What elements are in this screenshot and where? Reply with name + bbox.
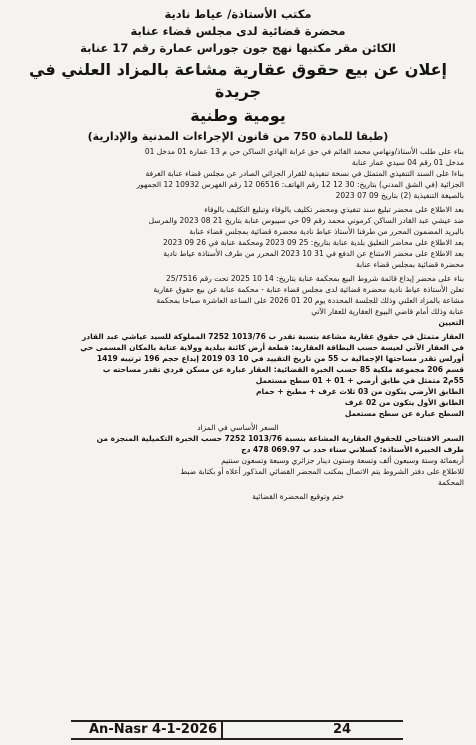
body-line: أربعمائة وستة وسبعون ألف وتسعة وستون دينار جزائري وسبعة وتسعون سنتيم <box>221 456 464 465</box>
office-address: الكائن مقر مكتبها نهج جون جوراس عمارة رقم 17 عنابة <box>80 41 396 55</box>
body-line: عنابة وذلك أمام قاضي البيوع العقارية للعقار الآتي <box>311 307 464 316</box>
body-line: بناء على محضر إيداع قائمة شروط البيع بمحكمة عنابة بتاريخ: 14 10 2025 تحت رقم 25/7516 <box>166 274 464 283</box>
body-line: في العقار الآتي لعيسة حسب البطاقة العقارية: قطعة أرض كائنة ببلدية وولاية عنابة بالمكان المسمى حي <box>80 343 464 352</box>
notice-title-line2: يومية وطنية <box>190 106 286 125</box>
page-footer <box>71 720 403 740</box>
body-line: قسم 206 مجموعة ملكية 85 حسب الخبرة القضائية: العقار عبارة عن مسكن فردي تقدر مساحته ب <box>102 365 464 374</box>
body-line: بعد الاطلاع على محاضر التعليق بلدية عنابة بتاريخ: 25 09 2023 ومحكمة عنابة في 26 09 2023 <box>163 238 464 247</box>
body-line: ضد عيشي عبد القادر الساكن كرموني محمد رقم 09 حي سيبوس عنابة بتاريخ 21 08 2023 والمرسل <box>148 216 464 225</box>
office-name: مكتب الأستاذة/ عياط نادية <box>164 7 312 21</box>
body-line: للاطلاع على دفتر الشروط يتم الاتصال بمكتب المحضر القضائي المذكور أعلاه أو بكتابة ضبط <box>180 467 464 476</box>
newspaper-name-date: An-Nasr 4-1-2026 <box>89 722 218 737</box>
body-line: العقار متمثل في حقوق عقارية مشاعة بنسبة تقدر ب 1013/76 7252 المملوكة للسيد عياشي عبد القادر <box>81 332 464 341</box>
body-line: طرف الخبيرة الأستاذة: كسلاني سناء حدد ب 069.97 478 دج <box>241 445 464 454</box>
office-role: محضرة قضائية لدى مجلس قضاء عنابة <box>130 24 346 38</box>
body-line: مشاعة بالمزاد العلني وذلك للجلسة المحددة يوم 20 01 2026 على الساعة العاشرة صباحا بمحكمة <box>156 296 464 305</box>
body-line: الطابق الأول يتكون من 02 غرف <box>344 398 464 407</box>
body-line: تعلن الأستاذة عياط نادية محضرة قضائية لدى مجلس قضاء عنابة - محكمة عنابة عن بيع حقوق عقارية <box>153 285 464 294</box>
notice-subtitle: (طبقا للمادة 750 من قانون الإجراءات المدنية والإدارية) <box>87 130 389 143</box>
body-line: مدخل 01 رقم 04 سيدي عمار عنابة <box>351 158 464 167</box>
body-line: بالبريد المضمون المحرر من طرفنا الأستاذ عياط نادية محضرة قضائية بمجلس قضاء عنابة <box>189 227 464 236</box>
body-line: محضرة قضائية بمجلس قضاء عنابة <box>355 260 464 269</box>
auction-notice <box>12 6 464 502</box>
signature-line: ختم وتوقيع المحضرة القضائية <box>252 492 344 501</box>
body-line: السطح عبارة عن سطح مستعمل <box>344 409 464 418</box>
page-number: 24 <box>333 722 352 737</box>
body-line: 55م2 متمثل في طابق أرضي + 01 + 01 سطح مستعمل <box>255 376 464 385</box>
body-line: بعد الاطلاع على محضر الامتناع عن الدفع في 31 10 2023 المحرر من طرف الأستاذة عياط نادية <box>163 249 464 258</box>
body-line: المحكمة <box>437 478 464 487</box>
body-line: بعد الاطلاع على محضر تبليغ سند تنفيذي ومحضر تكليف بالوفاء وتبليغ التكليف بالوفاء <box>204 205 464 214</box>
body-line: السعر الافتتاحي للحقوق العقارية المشاعة بنسبة 1013/76 7252 حسب الخبرة التكميلية المنجزة من <box>96 434 464 443</box>
body-line: بناءا على السند التنفيذي المتمثل في نسخة تنفيذية للقرار الجزائي الصادر عن مجلس قضاء عنابة الغرفة <box>145 169 464 178</box>
footer-divider <box>221 720 223 740</box>
section-heading-price: السعر الأساسي في المزاد <box>197 423 279 432</box>
body-line: بناء على طلب الأستاذ/ونهامي محمد القائم في حق غرابة الهادي الساكن حي م 13 عمارة 01 مدخل 01 <box>144 147 464 156</box>
body-line: الجزائية (في الشق المدني) بتاريخ: 30 12 12 رقم الهاتف: 06516 12 رقم الفهرس 10932 12 الجمهور <box>136 180 464 189</box>
section-heading-designation: التعيين <box>438 318 464 327</box>
notice-body <box>12 146 464 502</box>
body-line: الطابق الأرضي يتكون من 03 ثلاث غرف + مطبخ + حمام <box>256 387 464 396</box>
notice-title-line1: إعلان عن بيع حقوق عقارية مشاعة بالمزاد العلني في جريدة <box>29 60 447 101</box>
body-line: بالصيغة التنفيذية (2) بتاريخ 09 07 2023 <box>335 191 464 200</box>
body-line: أورلس تقدر مساحتها الإجمالية ب 55 من تاريخ التقييد في 10 03 2019 إيداع حجم 196 ترتيبه 1419 <box>96 354 464 363</box>
